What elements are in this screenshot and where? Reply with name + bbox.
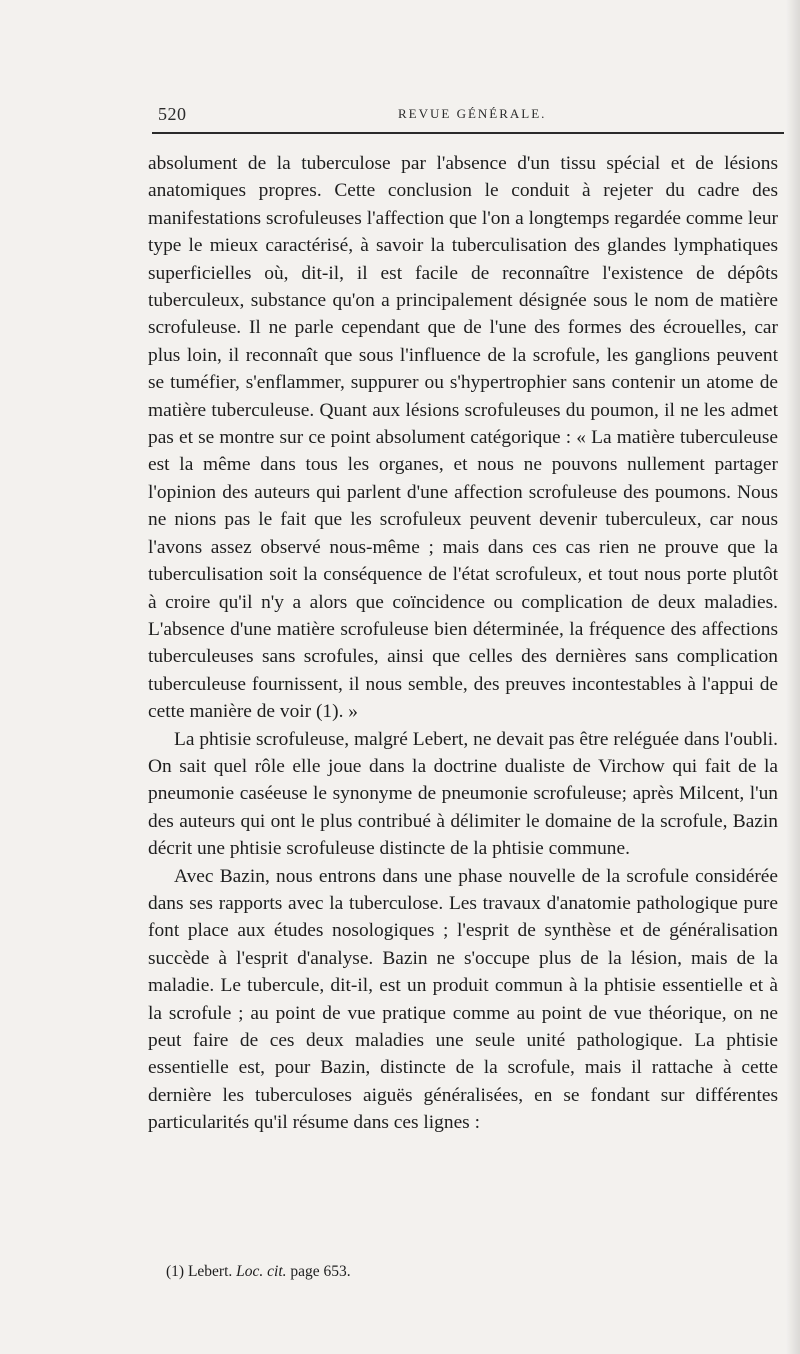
page-header — [158, 104, 784, 128]
body-text — [148, 150, 778, 1137]
page-edge-shadow — [786, 0, 800, 1354]
footnote — [166, 1262, 766, 1282]
page-number: 520 — [158, 104, 187, 124]
footnote-page: page 653. — [290, 1263, 351, 1280]
paragraph-1: absolument de la tuberculose par l'absence d'un tissu spécial et de lésions anatomiques propres. Cette conclusion le conduit à rejeter du cadre des manifestations scrofuleuses l'affection que l'on a longtemps regardée comme leur type le mieux caractérisé, à savoir la tuberculisation des glandes lymphatiques superficielles où, dit-il, il est facile de reconnaître l'existence de dépôts tuberculeux, substance qu'on a principalement désignée sous le nom de matière scrofuleuse. Il ne parle cependant que de l'une des formes des écrouelles, car plus loin, il reconnaît que sous l'influence de la scrofule, les ganglions peuvent se tuméfier, s'enflammer, suppurer ou s'hypertrophier sans contenir un atome de matière tuberculeuse. Quant aux lésions scrofuleuses du poumon, il ne les admet pas et se montre sur ce point absolument catégorique : « La matière tuberculeuse est la même dans tous les organes, et nous ne pouvons nullement partager l'opinion des auteurs qui parlent d'une affection scrofuleuse des poumons. Nous ne nions pas le fait que les scrofuleux peuvent devenir tuberculeux, car nous l'avons assez observé nous-même ; mais dans ces cas rien ne prouve que la tuberculisation soit la conséquence de l'état scrofuleux, et tout nous porte plutôt à croire qu'il n'y a alors que coïncidence ou complication de deux maladies. L'absence d'une matière scrofuleuse bien déterminée, la fréquence des affections tuberculeuses sans scrofules, ainsi que celles des dernières sans complication tuberculeuse fournissent, il nous semble, des preuves incontestables à l'appui de cette manière de voir (1). » — [148, 153, 778, 723]
running-title: REVUE GÉNÉRALE. — [398, 106, 547, 121]
footnote-reference: Loc. cit. — [236, 1263, 287, 1280]
paragraph-2: La phtisie scrofuleuse, malgré Lebert, ne devait pas être reléguée dans l'oubli. On sait quel rôle elle joue dans la doctrine dualiste de Virchow qui fait de la pneumonie caséeuse le synonyme de pneumonie scrofuleuse; après Milcent, l'un des auteurs qui ont le plus contribué à délimiter le domaine de la scrofule, Bazin décrit une phtisie scrofuleuse distincte de la phtisie commune. — [148, 728, 778, 860]
paragraph-3: Avec Bazin, nous entrons dans une phase nouvelle de la scrofule considérée dans ses rapports avec la tuberculose. Les travaux d'anatomie pathologique pure font place aux études nosologiques ; l'esprit de synthèse et de généralisation succède à l'esprit d'analyse. Bazin ne s'occupe plus de la lésion, mais de la maladie. Le tubercule, dit-il, est un produit commun à la phtisie essentielle et à la scrofule ; au point de vue pratique comme au point de vue théorique, on ne peut faire de ces deux maladies une seule unité pathologique. La phtisie essentielle est, pour Bazin, distincte de la scrofule, mais il rattache à cette dernière les tuberculoses aiguës généralisées, en se fondant sur différentes particularités qu'il résume dans ces lignes : — [148, 865, 778, 1134]
footnote-marker: (1) — [166, 1263, 185, 1280]
footnote-author: Lebert. — [187, 1263, 233, 1280]
header-rule — [152, 132, 784, 134]
